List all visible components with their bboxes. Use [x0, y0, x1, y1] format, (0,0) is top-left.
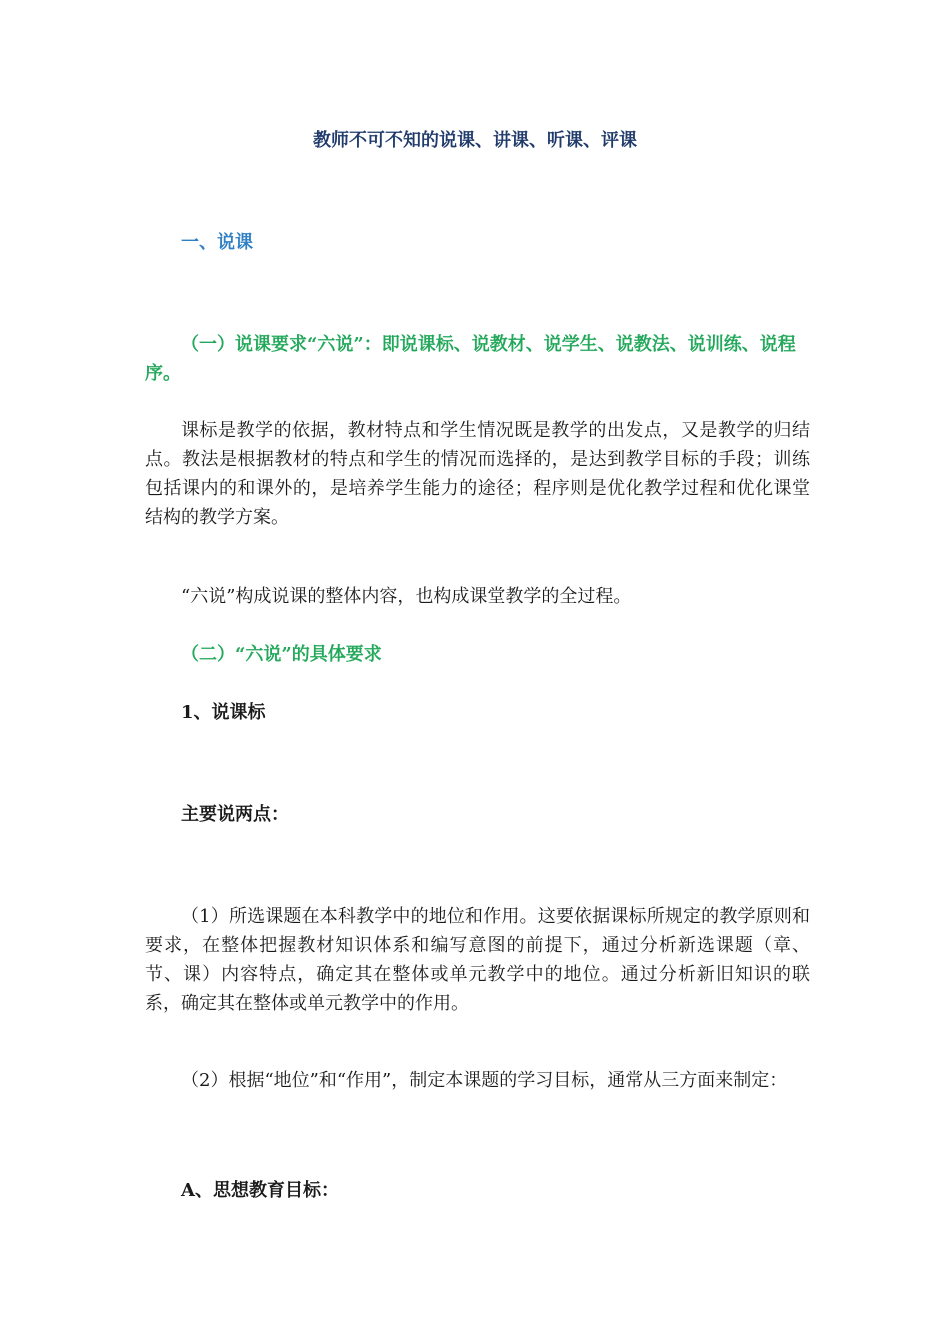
- paragraph-point-2: （2）根据“地位”和“作用”，制定本课题的学习目标，通常从三方面来制定：: [181, 1070, 788, 1091]
- paragraph-point-1: （1）所选课题在本科教学中的地位和作用。这要依据课标所规定的教学原则和要求，在整体把握教材知识体系和编写意图的前提下，通过分析新选课题（章、节、课）内容特点，确定其在整体或单元教学中的地位。通过分析新旧知识的联系，确定其在整体或单元教学中的作用。: [145, 906, 810, 1014]
- subsection-heading-liushuo: （一）说课要求“六说”：即说课标、说教材、说学生、说教法、说训练、说程序。: [145, 334, 796, 384]
- document-title: 教师不可不知的说课、讲课、听课、评课: [313, 130, 637, 151]
- paragraph-kebiao-explanation: 课标是教学的依据，教材特点和学生情况既是教学的出发点，又是教学的归结点。教法是根据教材的特点和学生的情况而选择的，是达到教学目标的手段；训练包括课内的和课外的，是培养学生能力的途径；程序则是优化教学过程和优化课堂结构的教学方案。: [145, 420, 810, 528]
- item-heading-shuo-kebiao: 1、说课标: [181, 702, 266, 723]
- item-heading-two-points: 主要说两点：: [181, 804, 289, 825]
- item-heading-ideology-goal: A、思想教育目标：: [181, 1180, 339, 1201]
- section-heading-shuoke: 一、说课: [181, 232, 253, 253]
- subsection-heading-requirements: （二）“六说”的具体要求: [181, 644, 382, 665]
- paragraph-liushuo-summary: “六说”构成说课的整体内容，也构成课堂教学的全过程。: [181, 586, 632, 607]
